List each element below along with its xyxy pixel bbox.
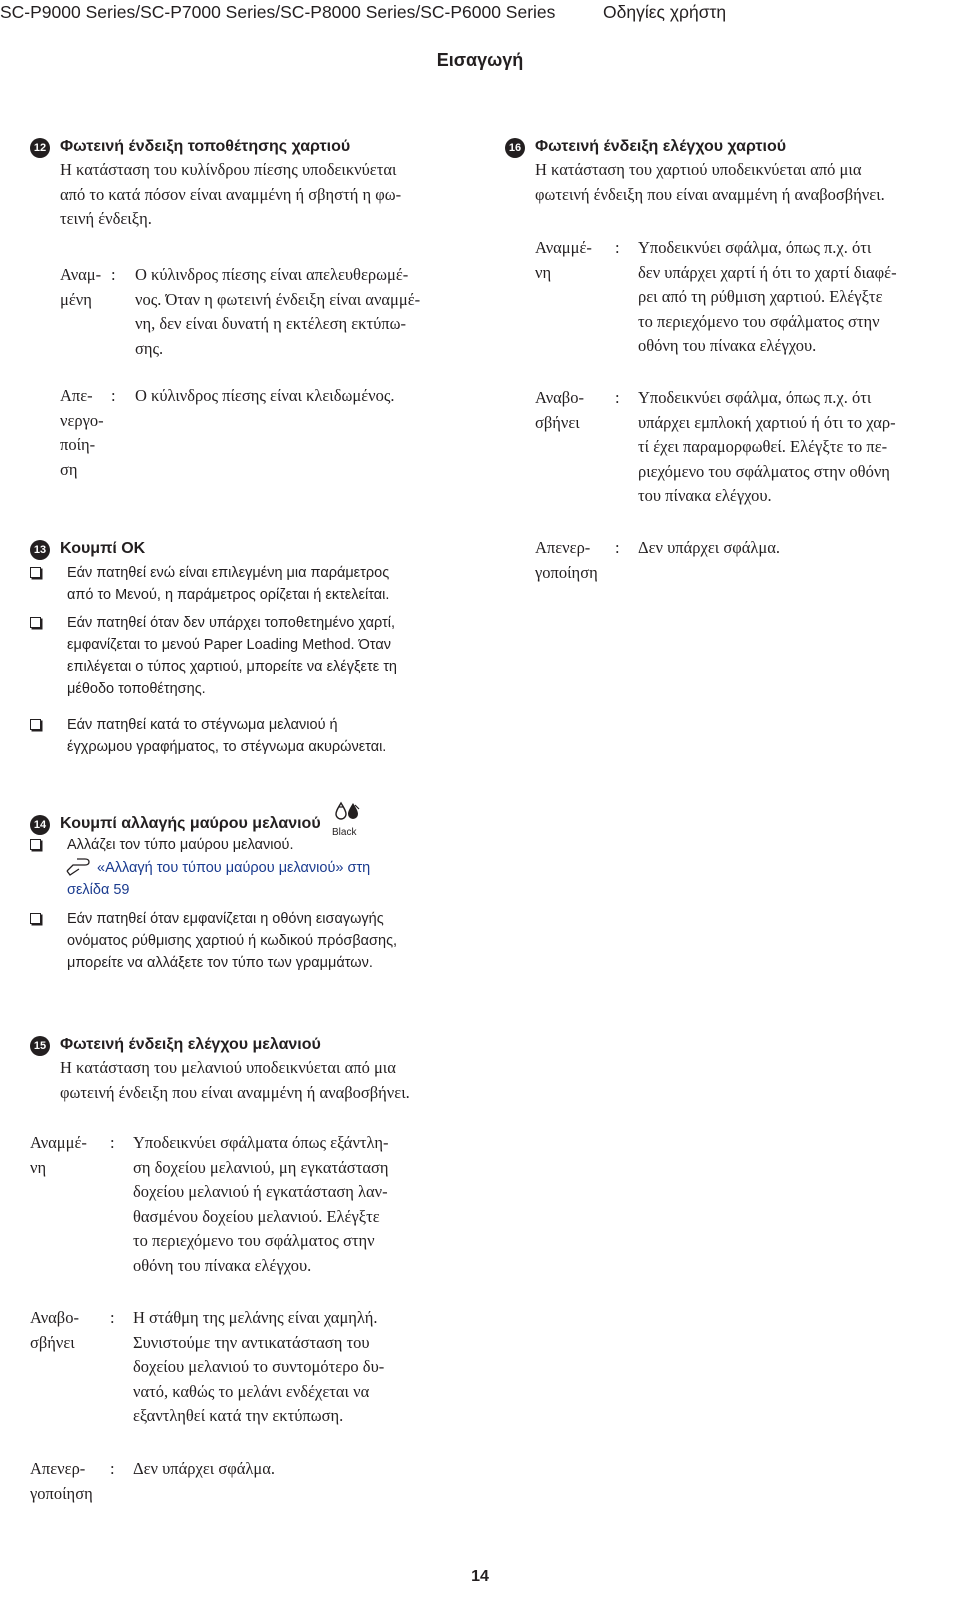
item-number: 16 bbox=[505, 138, 525, 158]
desc-line: τεινή ένδειξη. bbox=[60, 209, 152, 228]
checkbox-bullet-icon bbox=[30, 839, 41, 850]
item-number: 12 bbox=[30, 138, 50, 158]
checkbox-bullet-icon bbox=[30, 617, 41, 628]
status-definition: Υποδεικνύει σφάλματα όπως εξάντλη- ση δοχείου μελανιού, μη εγκατάσταση δοχείου μελανιού ή εγκατάσταση λαν- θασμένου δοχείου μελανιού. Ελέγξτε το περιεχόμενο του σφάλματος στην οθόνη του πίνακα ελέγχου. bbox=[133, 1133, 389, 1275]
item-description: Η κατάσταση του χαρτιού υποδεικνύεται από μια φωτεινή ένδειξη που είναι αναμμένη ή αναβοσβήνει. bbox=[535, 160, 885, 204]
item-12 bbox=[30, 136, 470, 232]
item-number: 15 bbox=[30, 1036, 50, 1056]
status-definition: Υποδεικνύει σφάλμα, όπως π.χ. ότι δεν υπάρχει χαρτί ή ότι το χαρτί διαφέ- ρει από τη ρύθμιση χαρτιού. Ελέγξτε το περιεχόμενο του σφάλματος στην οθόνη του πίνακα ελέγχου. bbox=[638, 238, 897, 355]
item-16 bbox=[505, 136, 960, 207]
section-title: Εισαγωγή bbox=[436, 50, 524, 70]
status-term: Αναμ- μένη bbox=[60, 265, 102, 309]
colon: : bbox=[615, 538, 620, 557]
header-product: SC-P9000 Series/SC-P7000 Series/SC-P8000 Series/SC-P6000 Series bbox=[0, 2, 556, 22]
item-number: 13 bbox=[30, 540, 50, 560]
status-term: Αναβο- σβήνει bbox=[30, 1308, 79, 1352]
item-13 bbox=[30, 538, 470, 560]
status-term: Αναβο- σβήνει bbox=[535, 388, 584, 432]
item-description bbox=[60, 158, 470, 232]
colon: : bbox=[110, 1133, 115, 1152]
checkbox-bullet-icon bbox=[30, 567, 41, 578]
colon: : bbox=[110, 1459, 115, 1478]
status-definition: Ο κύλινδρος πίεσης είναι απελευθερωμέ- νος. Όταν η φωτεινή ένδειξη είναι αναμμέ- νη, δεν είναι δυνατή η εκτέλεση εκτύπω- σης. bbox=[135, 265, 421, 358]
black-ink-icon bbox=[329, 800, 365, 840]
checkbox-bullet-icon bbox=[30, 913, 41, 924]
item-14 bbox=[30, 813, 470, 835]
item-number: 14 bbox=[30, 815, 50, 835]
item-title: Κουμπί OK bbox=[60, 540, 146, 557]
status-term: Αναμμέ- νη bbox=[30, 1133, 87, 1177]
status-definition: Υποδεικνύει σφάλμα, όπως π.χ. ότι υπάρχει εμπλοκή χαρτιού ή ότι το χαρ- τί έχει παραμορφωθεί. Ελέγξτε το πε- ριεχόμενο του σφάλματος στην οθόνη του πίνακα ελέγχου. bbox=[638, 388, 896, 505]
header-guide: Οδηγίες χρήστη bbox=[603, 2, 727, 22]
status-term: Απενερ- γοποίηση bbox=[30, 1459, 93, 1503]
colon: : bbox=[111, 265, 116, 284]
status-term: Απενερ- γοποίηση bbox=[535, 538, 598, 582]
checkbox-bullet-icon bbox=[30, 719, 41, 730]
item-description: Η κατάσταση του μελανιού υποδεικνύεται από μια φωτεινή ένδειξη που είναι αναμμένη ή αναβοσβήνει. bbox=[60, 1058, 410, 1102]
page-number: 14 bbox=[471, 1568, 489, 1585]
status-definition: Δεν υπάρχει σφάλμα. bbox=[133, 1459, 275, 1478]
status-term: Αναμμέ- νη bbox=[535, 238, 592, 282]
colon: : bbox=[615, 238, 620, 257]
item-title: Φωτεινή ένδειξη ελέγχου μελανιού bbox=[60, 1036, 321, 1053]
item-15 bbox=[30, 1034, 470, 1105]
status-definition: Δεν υπάρχει σφάλμα. bbox=[638, 538, 780, 557]
colon: : bbox=[615, 388, 620, 407]
status-definition: Η στάθμη της μελάνης είναι χαμηλή. Συνιστούμε την αντικατάσταση του δοχείου μελανιού το συντομότερο δυ- νατό, καθώς το μελάνι ενδέχεται να εξαντληθεί κατά την εκτύπωση. bbox=[133, 1308, 385, 1425]
desc-line: Η κατάσταση του κυλίνδρου πίεσης υποδεικνύεται bbox=[60, 160, 397, 179]
desc-line: από το κατά πόσον είναι αναμμένη ή σβηστή η φω- bbox=[60, 184, 402, 204]
colon: : bbox=[110, 1308, 115, 1327]
icon-label: Black bbox=[332, 827, 357, 838]
status-term: Απε- νεργο- ποίη- ση bbox=[60, 386, 104, 479]
item-title: Φωτεινή ένδειξη ελέγχου χαρτιού bbox=[535, 138, 787, 155]
item-title: Κουμπί αλλαγής μαύρου μελανιού bbox=[60, 815, 321, 832]
colon: : bbox=[111, 386, 116, 405]
item-title: Φωτεινή ένδειξη τοποθέτησης χαρτιού bbox=[60, 138, 351, 155]
status-definition: Ο κύλινδρος πίεσης είναι κλειδωμένος. bbox=[135, 386, 395, 405]
